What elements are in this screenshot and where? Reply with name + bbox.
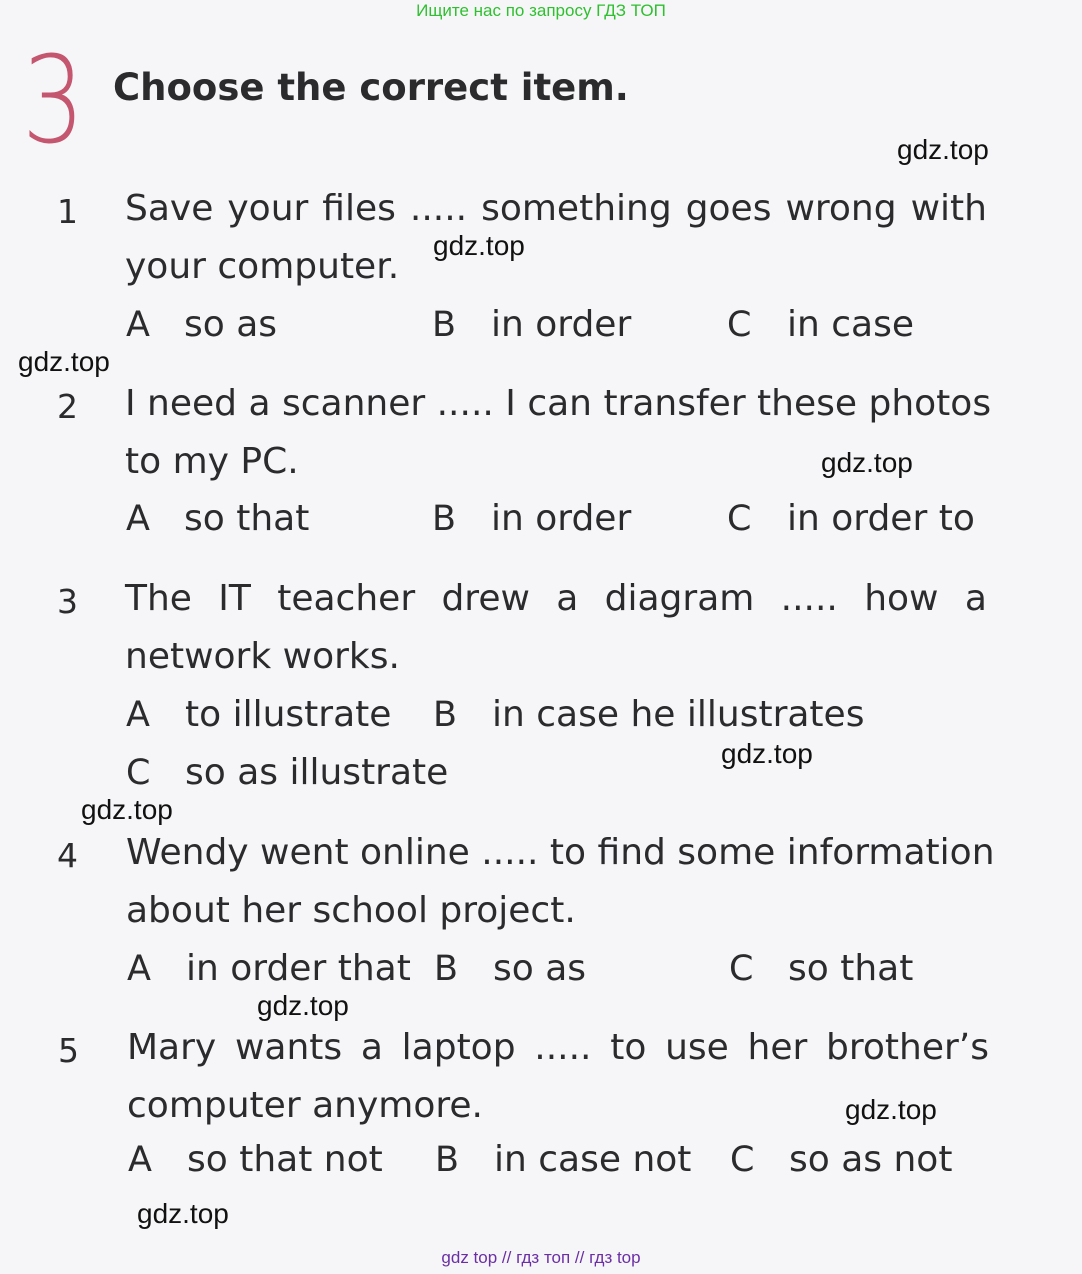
watermark: gdz.top — [18, 346, 110, 377]
q3-option-a[interactable]: to illustrate — [185, 694, 392, 735]
watermark: gdz.top — [257, 990, 349, 1021]
q3-option-b[interactable]: in case he illustrates — [492, 694, 865, 735]
q1-option-b-letter: B — [432, 305, 457, 345]
watermark: gdz.top — [897, 134, 989, 165]
q3-option-a-letter: A — [126, 695, 150, 735]
q2-option-b-letter: B — [432, 499, 457, 539]
watermark: gdz.top — [81, 794, 173, 825]
q5-option-a[interactable]: so that not — [187, 1139, 383, 1180]
q4-option-a-letter: A — [127, 949, 151, 989]
q1-option-a[interactable]: so as — [184, 304, 278, 345]
q2-option-c[interactable]: in order to — [787, 498, 975, 539]
q3-option-c[interactable]: so as illustrate — [185, 752, 449, 793]
watermark: gdz.top — [433, 230, 525, 261]
watermark: gdz.top — [821, 447, 913, 478]
q4-option-b-letter: B — [434, 949, 459, 989]
q4-option-c-letter: C — [729, 949, 754, 989]
q4-option-b[interactable]: so as — [493, 948, 587, 989]
q5-option-b-letter: B — [435, 1140, 460, 1180]
question-3-line-2: network works. — [125, 636, 400, 677]
q5-option-c[interactable]: so as not — [789, 1139, 953, 1180]
exercise-title: Choose the correct item. — [113, 66, 629, 109]
question-1-line-1: Save your files ..... something goes wrong with — [125, 188, 987, 229]
top-banner-link[interactable]: Ищите нас по запросу ГДЗ ТОП — [416, 1, 666, 20]
watermark: gdz.top — [137, 1198, 229, 1229]
watermark: gdz.top — [845, 1094, 937, 1125]
exercise-number: 3 — [22, 32, 85, 171]
question-5-line-1: Mary wants a laptop ..... to use her brother’s — [127, 1027, 989, 1068]
question-2-line-2: to my PC. — [125, 441, 299, 482]
q3-option-c-letter: C — [126, 753, 151, 793]
question-5-line-2: computer anymore. — [127, 1085, 483, 1126]
question-4-number: 4 — [57, 836, 78, 875]
q3-option-b-letter: B — [433, 695, 458, 735]
footer-links[interactable]: gdz top // гдз топ // гдз top — [441, 1248, 641, 1267]
q2-option-a[interactable]: so that — [184, 498, 310, 539]
q1-option-c[interactable]: in case — [787, 304, 915, 345]
q5-option-c-letter: C — [730, 1140, 755, 1180]
watermark: gdz.top — [721, 738, 813, 769]
q1-option-a-letter: A — [126, 305, 150, 345]
question-4-line-1: Wendy went online ..... to find some information — [126, 832, 995, 873]
question-3-number: 3 — [57, 582, 78, 621]
question-1-line-2: your computer. — [125, 246, 400, 287]
q5-option-b[interactable]: in case not — [494, 1139, 692, 1180]
q2-option-c-letter: C — [727, 499, 752, 539]
q1-option-b[interactable]: in order — [491, 304, 632, 345]
q4-option-a[interactable]: in order that — [186, 948, 411, 989]
q2-option-b[interactable]: in order — [491, 498, 632, 539]
q5-option-a-letter: A — [128, 1140, 152, 1180]
question-3-line-1: The IT teacher drew a diagram ..... how a — [125, 578, 987, 619]
question-1-number: 1 — [57, 192, 78, 231]
question-2-line-1: I need a scanner ..... I can transfer these photos — [125, 383, 992, 424]
question-2-number: 2 — [57, 387, 78, 426]
q2-option-a-letter: A — [126, 499, 150, 539]
q4-option-c[interactable]: so that — [788, 948, 914, 989]
q1-option-c-letter: C — [727, 305, 752, 345]
question-5-number: 5 — [58, 1031, 79, 1070]
question-4-line-2: about her school project. — [126, 890, 576, 931]
